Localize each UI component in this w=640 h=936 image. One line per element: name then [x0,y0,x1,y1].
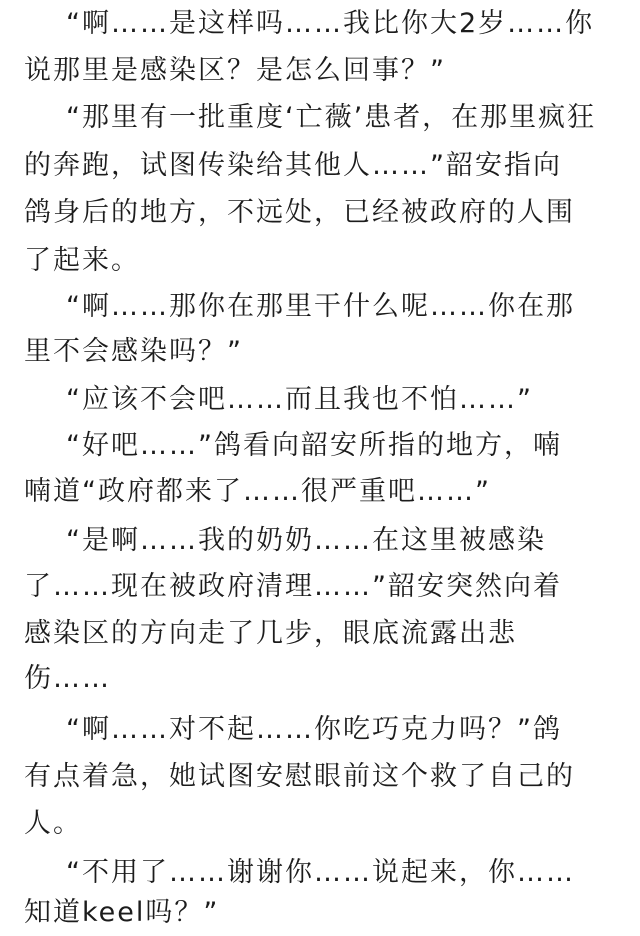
text-line: 里不会感染吗？” [24,336,243,367]
text-line: 说那里是感染区？是怎么回事？” [24,55,446,86]
text-line: 鸽身后的地方，不远处，已经被政府的人围 [24,197,575,228]
text-line: 人。 [24,808,82,839]
text-line: 伤…… [24,663,111,694]
text-line: “是啊……我的奶奶……在这里被感染 [66,525,546,556]
text-line: 的奔跑，试图传染给其他人……”韶安指向 [24,150,562,181]
text-line: “啊……那你在那里干什么呢……你在那 [66,291,575,322]
text-line: 有点着急，她试图安慰眼前这个救了自己的 [24,761,575,792]
text-line: 知道keel吗？” [24,897,220,928]
text-line: “啊……对不起……你吃巧克力吗？”鸽 [66,714,562,745]
text-line: 喃道“政府都来了……很严重吧……” [24,476,491,507]
text-line: “那里有一批重度‘亡薇’患者，在那里疯狂 [66,102,597,133]
text-line: 了……现在被政府清理……”韶安突然向着 [24,571,562,602]
text-line: “不用了……谢谢你……说起来，你…… [66,857,575,888]
text-line: “好吧……”鸽看向韶安所指的地方，喃 [66,430,562,461]
text-line: “应该不会吧……而且我也不怕……” [66,384,533,415]
text-line: 了起来。 [24,245,140,276]
text-line: 感染区的方向走了几步，眼底流露出悲 [24,618,517,649]
text-line: “啊……是这样吗……我比你大2岁……你 [66,8,595,39]
